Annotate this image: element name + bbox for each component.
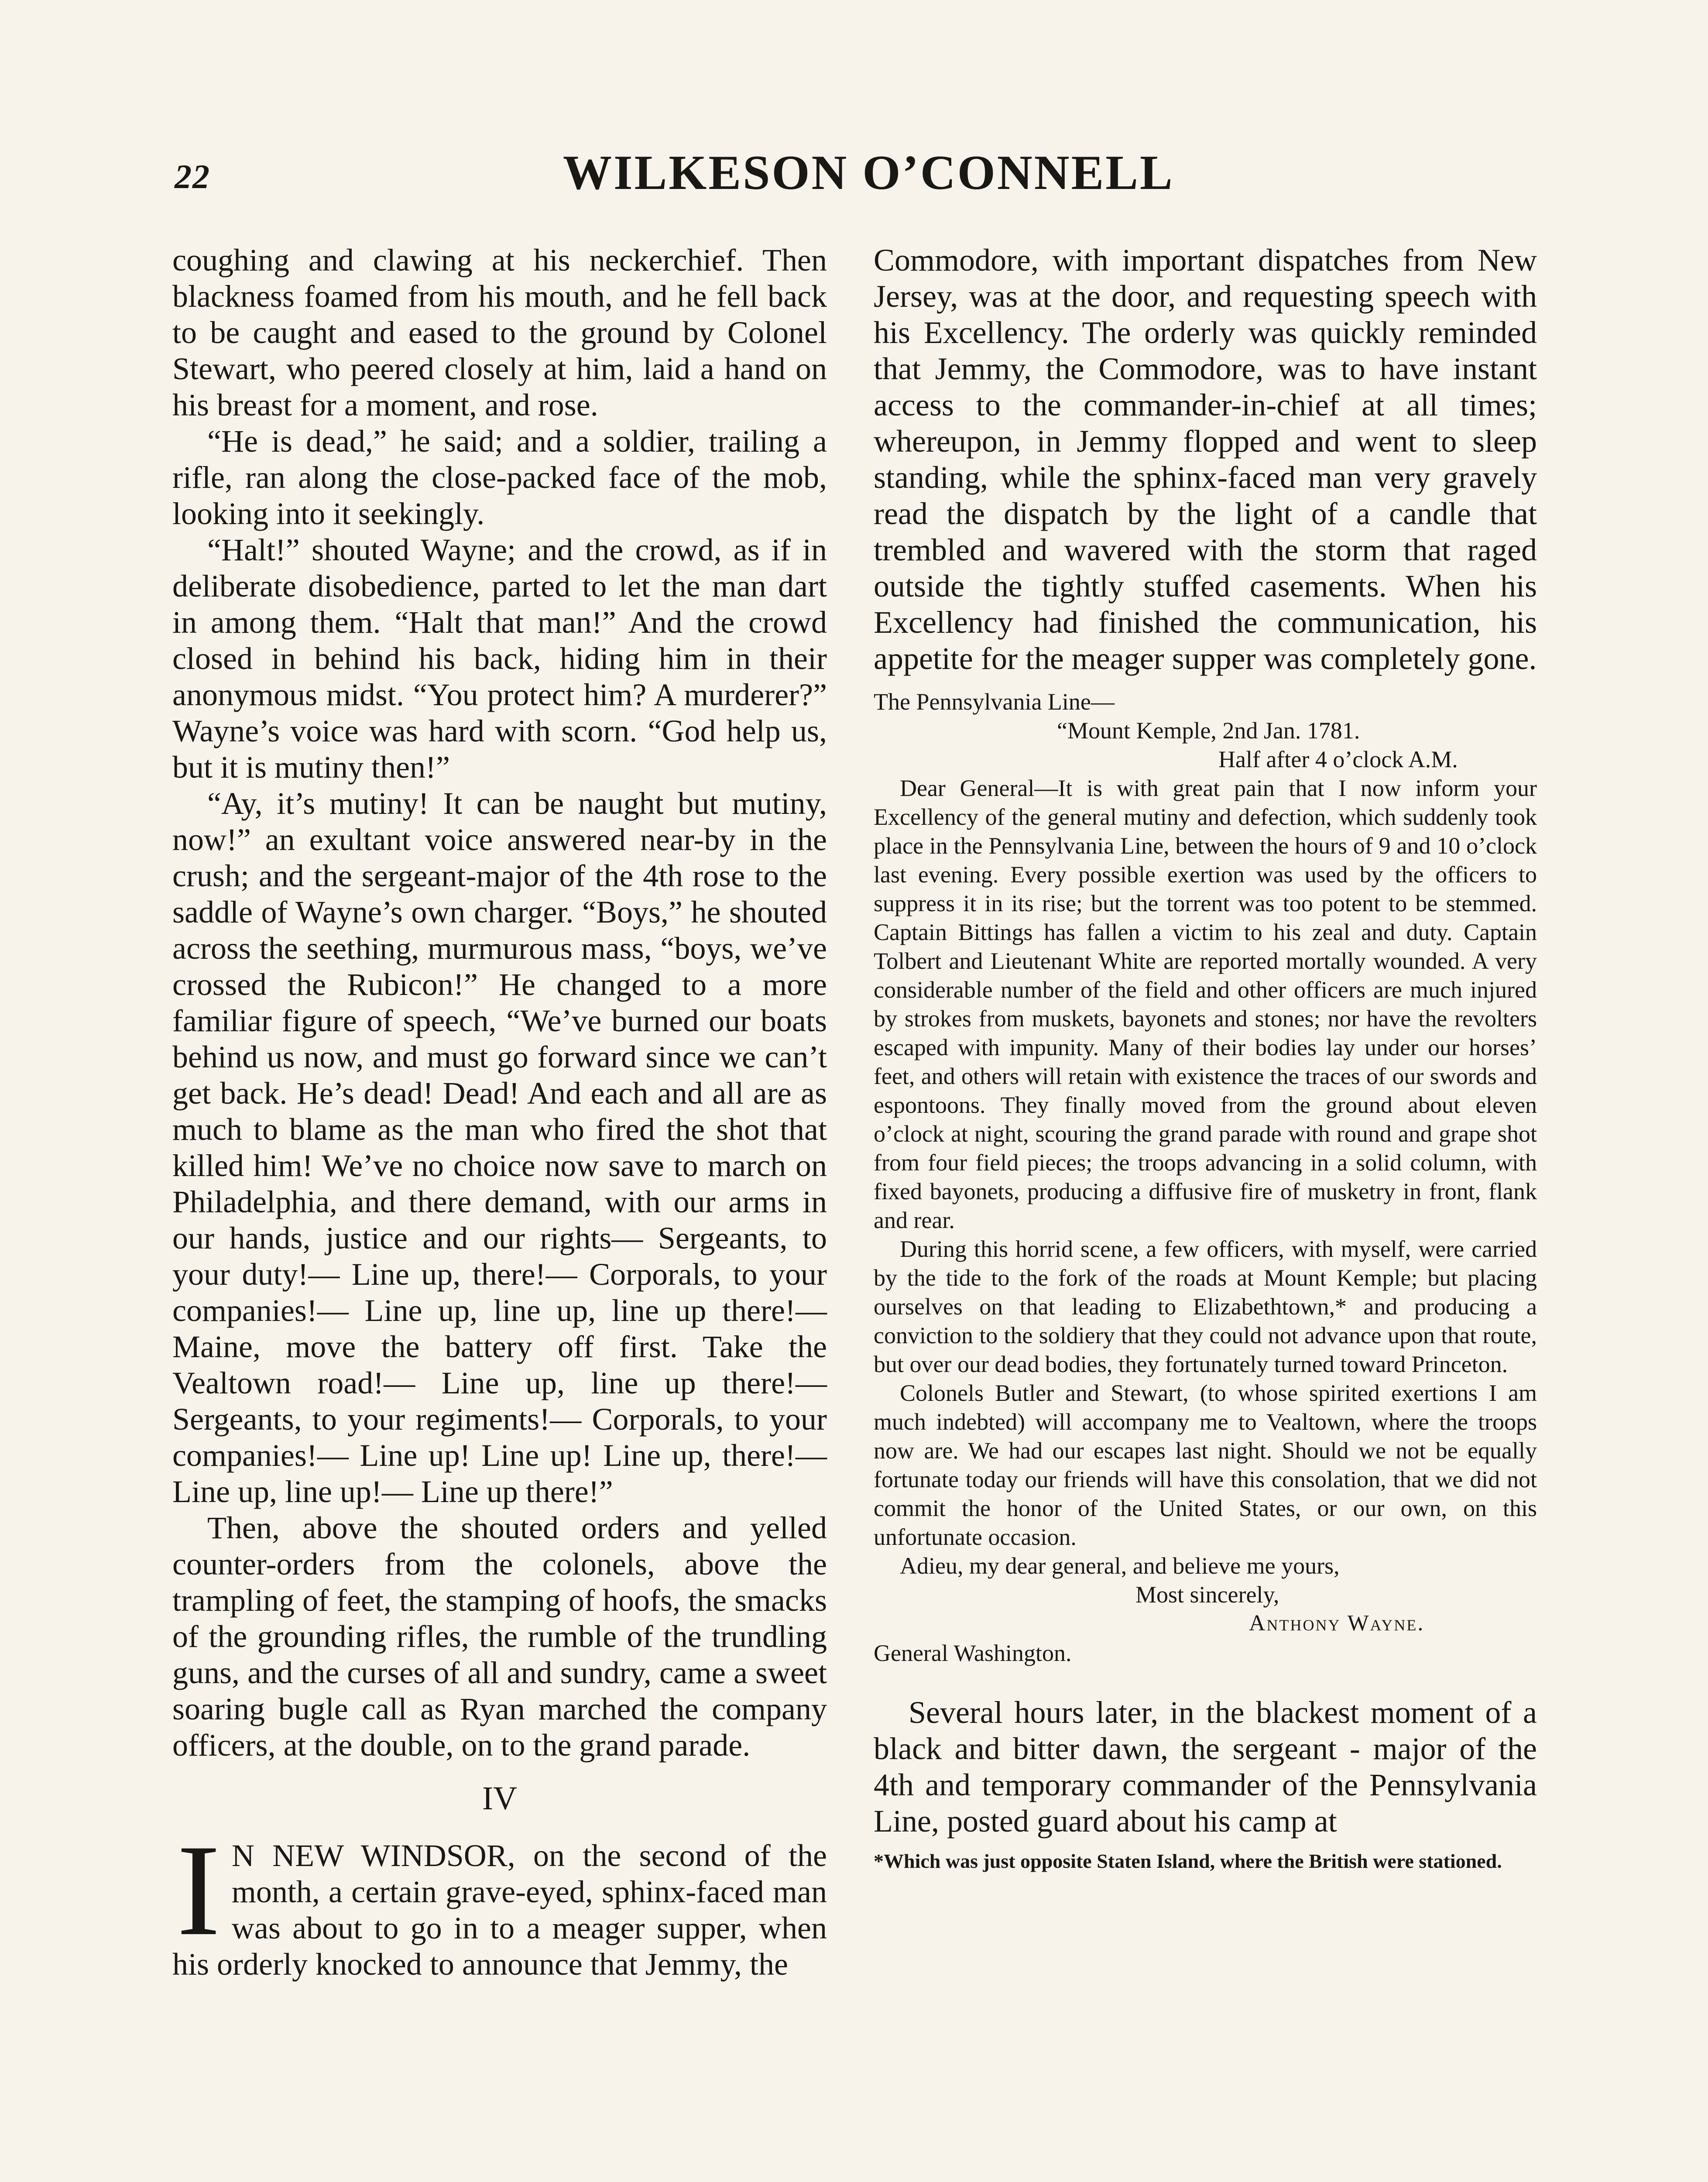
letter-dateline: “Mount Kemple, 2nd Jan. 1781.	[1057, 717, 1360, 744]
left-column	[172, 242, 827, 1983]
chapter-opening-paragraph	[172, 1818, 827, 1983]
paragraph: “Ay, it’s mutiny! It can be naught but mutiny, now!” an exultant voice answered near-by in the crush; and the sergeant-major of the 4th rose to the saddle of Wayne’s own charger. “Boys,” he shouted across the seething, murmurous mass, “boys, we’ve crossed the Rubicon!” He changed to a more familiar figure of speech, “We’ve burned our boats behind us now, and must go forward since we can’t get back. He’s dead! Dead! And each and all are as much to blame as the man who fired the shot that killed him! We’ve no choice now save to march on Philadelphia, and there demand, with our arms in our hands, justice and our rights— Sergeants, to your duty!— Line up, there!— Corporals, to your companies!— Line up, line up, line up there!— Maine, move the battery off first. Take the Vealtown road!— Line up, line up there!— Sergeants, to your regiments!— Corporals, to your companies!— Line up! Line up! Line up, there!— Line up, line up!— Line up there!”	[172, 786, 827, 1509]
letter-closing: Most sincerely,	[1135, 1582, 1279, 1608]
letter-time: Half after 4 o’clock A.M.	[1218, 746, 1458, 772]
footnote: *Which was just opposite Staten Island, where the British were stationed.	[874, 1850, 1502, 1872]
page-number: 22	[175, 158, 210, 196]
page-header	[175, 148, 1187, 214]
paragraph: “Halt!” shouted Wayne; and the crowd, as if in deliberate disobedience, parted to let the man dart in among them. “Halt that man!” And the crowd closed in behind his back, hiding him in their anonymous midst. “You protect him? A murderer?” Wayne’s voice was hard with scorn. “God help us, but it is mutiny then!”	[172, 532, 827, 785]
letter-paragraph: Colonels Butler and Stewart, (to whose spirited exertions I am much indebted) will accompany me to Vealtown, where the troops now are. We had our escapes last night. Should we not be equally fortunate today our friends will have this consolation, that we did not commit the honor of the United States, or our own, on this unfortunate occasion.	[874, 1380, 1537, 1550]
paragraph: Then, above the shouted orders and yelled counter-orders from the colonels, above the trampling of feet, the stamping of hoofs, the smacks of the grounding rifles, the rumble of the trundling guns, and the curses of all and sundry, came a sweet soaring bugle call as Ryan marched the company officers, at the double, on to the grand parade.	[172, 1510, 827, 1763]
paragraph: Commodore, with important dispatches from New Jersey, was at the door, and requesting speech with his Excellency. The orderly was quickly reminded that Jemmy, the Commodore, was to have instant access to the commander-in-chief at all times; whereupon, in Jemmy flopped and went to sleep standing, while the sphinx-faced man very gravely read the dispatch by the light of a candle that trembled and wavered with the storm that raged outside the tightly stuffed casements. When his Excellency had finished the communication, his appetite for the meager supper was completely gone.	[874, 243, 1537, 676]
letter-paragraph: During this horrid scene, a few officers, with myself, were carried by the tide to the fork of the roads at Mount Kemple; but placing ourselves on that leading to Elizabethtown,* and producing a conviction to the soldiery that they could not advance upon that route, but over our dead bodies, they fortunately turned toward Princeton.	[874, 1236, 1537, 1377]
paragraph-text: N NEW WINDSOR, on the second of the month, a certain grave-eyed, sphinx-faced man was about to go in to a meager supper, when his orderly knocked to announce that Jemmy, the	[172, 1838, 827, 1982]
letter-heading: The Pennsylvania Line—	[874, 689, 1115, 715]
running-head: WILKESON O’CONNELL	[563, 146, 1174, 200]
paragraph: Several hours later, in the blackest moment of a black and bitter dawn, the sergeant - major of the 4th and temporary commander of the Pennsylvania Line, posted guard about his camp at	[874, 1695, 1537, 1839]
letter-paragraph: Adieu, my dear general, and believe me yours,	[900, 1553, 1340, 1579]
drop-cap: I	[177, 1818, 220, 1962]
letter-addressee: General Washington.	[874, 1640, 1072, 1666]
right-column	[874, 242, 1537, 1873]
paragraph: coughing and clawing at his neckerchief. Then blackness foamed from his mouth, and he fell back to be caught and eased to the ground by Colonel Stewart, who peered closely at him, laid a hand on his breast for a moment, and rose.	[172, 243, 827, 422]
section-number: IV	[482, 1780, 518, 1817]
letter-paragraph: Dear General—It is with great pain that I now inform your Excellency of the general mutiny and defection, which suddenly took place in the Pennsylvania Line, between the hours of 9 and 10 o’clock last evening. Every possible exertion was used by the officers to suppress it in its rise; but the torrent was too potent to be stemmed. Captain Bittings has fallen a victim to his zeal and duty. Captain Tolbert and Lieutenant White are reported mortally wounded. A very considerable number of the field and other officers are much injured by strokes from muskets, bayonets and stones; nor have the revolters escaped with impunity. Many of their bodies lay under our horses’ feet, and others will retain with existence the traces of our swords and espontoons. They finally moved from the ground about eleven o’clock at night, scouring the grand parade with round and grape shot from four field pieces; the troops advancing in a solid column, with fixed bayonets, producing a diffusive fire of musketry in front, flank and rear.	[874, 775, 1537, 1233]
paragraph: “He is dead,” he said; and a soldier, trailing a rifle, ran along the close-packed face of the mob, looking into it seekingly.	[172, 424, 827, 531]
letter-block	[874, 687, 1537, 1668]
letter-signature: Anthony Wayne.	[1249, 1611, 1425, 1636]
